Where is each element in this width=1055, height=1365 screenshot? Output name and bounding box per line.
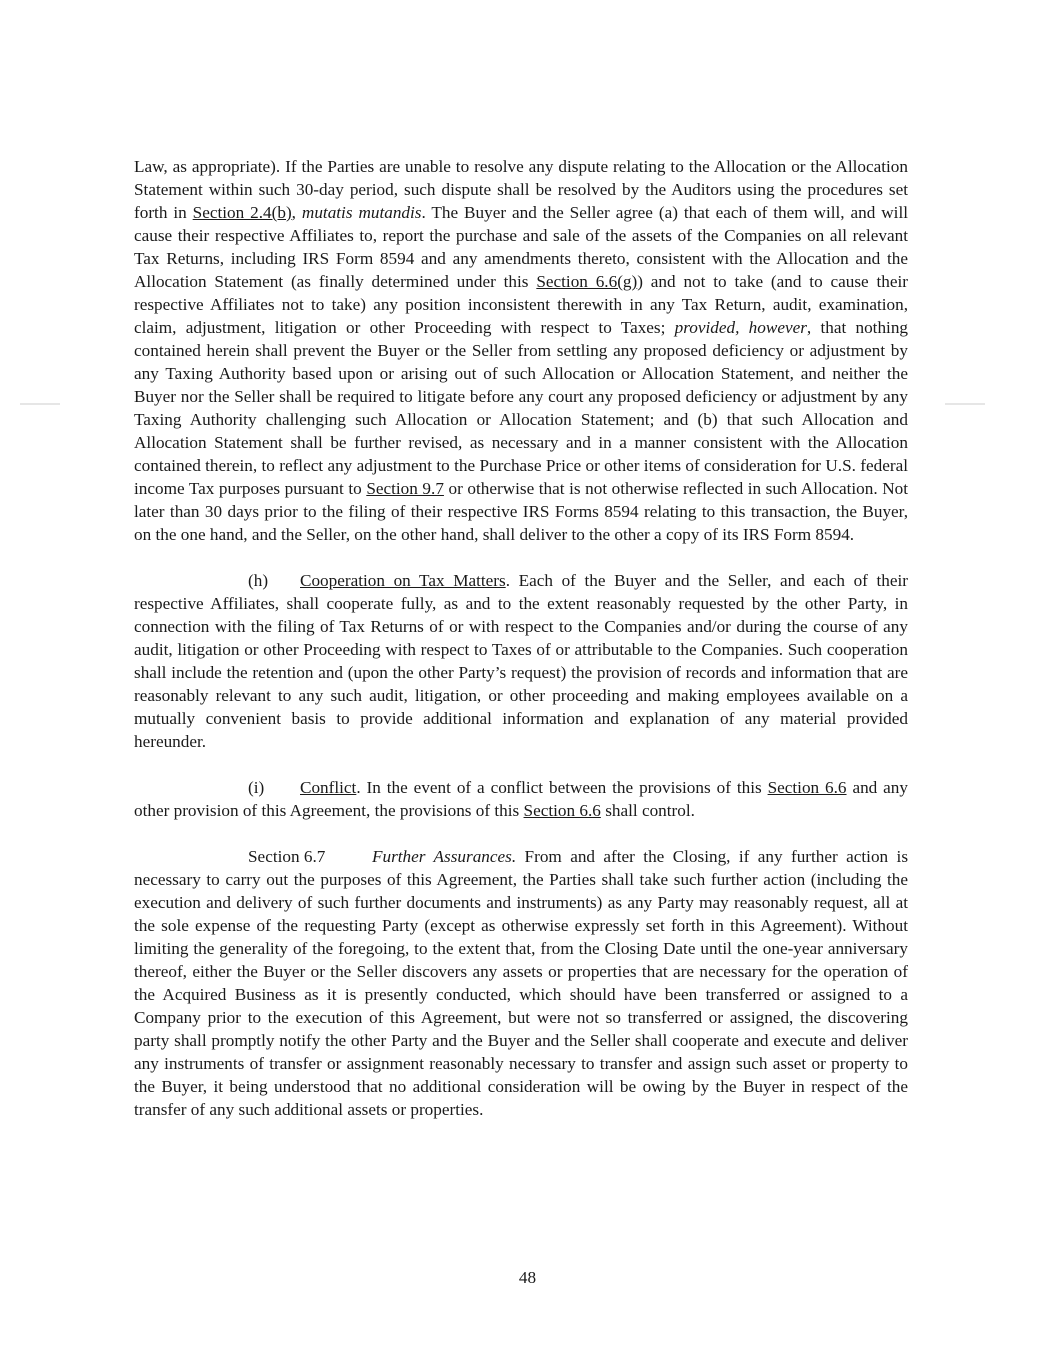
text-run: From and after the Closing, if any further action is necessary to carry out the purposes of this Agreement, the Parties shall take such further action (including the execution and delivery of such further documents and instruments) as any Party may reasonably request, all at the sole expense of the requesting Party (except as otherwise expressly set forth in this Agreement). Without limiting the generality of the foregoing, to the extent that, from the Closing Date until the one-year anniversary thereof, either the Buyer or the Seller discovers any assets or properties that are necessary for the operation of the Acquired Business as it is presently conducted, which should have been transferred or assigned to a Company prior to the execution of this Agreement, but were not so transferred or assigned, the discovering party shall promptly notify the other Party and the Buyer and the Seller shall cooperate and execute and deliver any instruments of transfer or assignment reasonably necessary to transfer and assign such asset or property to the Buyer, it being understood that no additional consideration will be owing by the Buyer in respect of the transfer of any such additional assets or properties. xyxy=(134,847,909,1119)
section-reference: Section 6.6(g) xyxy=(536,272,638,291)
text-run: . The Buyer and the Seller agree (a) that each of them will, and will cause their respective Affiliates to, report the purchase and sale of the assets of the Companies on all relevant Tax Returns, including IRS Form 8594 and any amendments thereto, consistent with the Allocation and the Allocation Statement (as finally determined under this xyxy=(134,203,908,291)
text-run: . Each of the Buyer and the Seller, and each of their respective Affiliates, shall cooperate fully, as and to the extent reasonably requested by the other Party, in connection with the filing of Tax Returns of or with respect to the Companies and/or during the course of any audit, litigation or other Proceeding with respect to Taxes of or attributable to the Companies. Such cooperation shall include the retention and (upon the other Party’s request) the provision of records and information that are reasonably relevant to any such audit, litigation, or other proceeding and making employees available on a mutually convenient basis to provide additional information and explanation of any material provided hereunder. xyxy=(134,571,908,751)
paragraph-h-cooperation xyxy=(134,569,908,753)
text-run: or otherwise that is not otherwise reflected in such Allocation. Not later than 30 days prior to the filing of their respective IRS Forms 8594 relating to this transaction, the Buyer, on the one hand, and the Seller, on the other hand, shall deliver to the other a copy of its IRS Form 8594. xyxy=(134,479,908,544)
clause-heading: Cooperation on Tax Matters xyxy=(300,571,506,590)
clause-label: (i) xyxy=(248,778,265,797)
document-body xyxy=(134,155,908,1121)
italic-term: provided, however xyxy=(674,318,807,337)
text-run: and any other provision of this Agreement, the provisions of this xyxy=(134,778,908,820)
clause-heading: Conflict xyxy=(300,778,357,797)
section-reference: Section 6.6 xyxy=(767,778,847,797)
italic-term: mutatis mutandis xyxy=(301,203,422,222)
section-reference: Section 2.4(b) xyxy=(192,203,292,222)
text-run: , that nothing contained herein shall prevent the Buyer or the Seller from settling any proposed deficiency or adjustment by any Taxing Authority based upon or arising out of such Allocation or Allocation Statement, and neither the Buyer nor the Seller shall be required to litigate before any court any proposed deficiency or adjustment by any Taxing Authority challenging such Allocation or Allocation Statement; and (b) that such Allocation and Allocation Statement shall be further revised, as necessary and in a manner consistent with the Allocation contained therein, to reflect any adjustment to the Purchase Price or other items of consideration for U.S. federal income Tax purposes pursuant to xyxy=(134,318,909,498)
section-title: Further Assurances. xyxy=(372,847,517,866)
text-run: Law, as appropriate). If the Parties are unable to resolve any dispute relating to the Allocation or the Allocation Statement within such 30-day period, such dispute shall be resolved by the Auditors using the procedures set forth in xyxy=(134,157,908,222)
paragraph-allocation xyxy=(134,155,908,546)
text-run: shall control. xyxy=(600,801,695,820)
text-run: , xyxy=(291,203,302,222)
section-6-7-further-assurances xyxy=(134,845,908,1121)
scan-mark-right xyxy=(945,403,985,405)
section-reference: Section 6.6 xyxy=(523,801,601,820)
text-run: . In the event of a conflict between the provisions of this xyxy=(356,778,768,797)
scan-mark-left xyxy=(20,403,60,405)
page-number: 48 xyxy=(518,1268,537,1287)
clause-label: (h) xyxy=(248,571,269,590)
section-number: Section 6.7 xyxy=(248,847,326,866)
section-reference: Section 9.7 xyxy=(366,479,444,498)
text-run: ) and not to take (and to cause their respective Affiliates not to take) any position inconsistent therewith in any Tax Return, audit, examination, claim, adjustment, litigation or other Proceeding with respect to Taxes; xyxy=(134,272,909,337)
paragraph-i-conflict xyxy=(134,776,908,822)
